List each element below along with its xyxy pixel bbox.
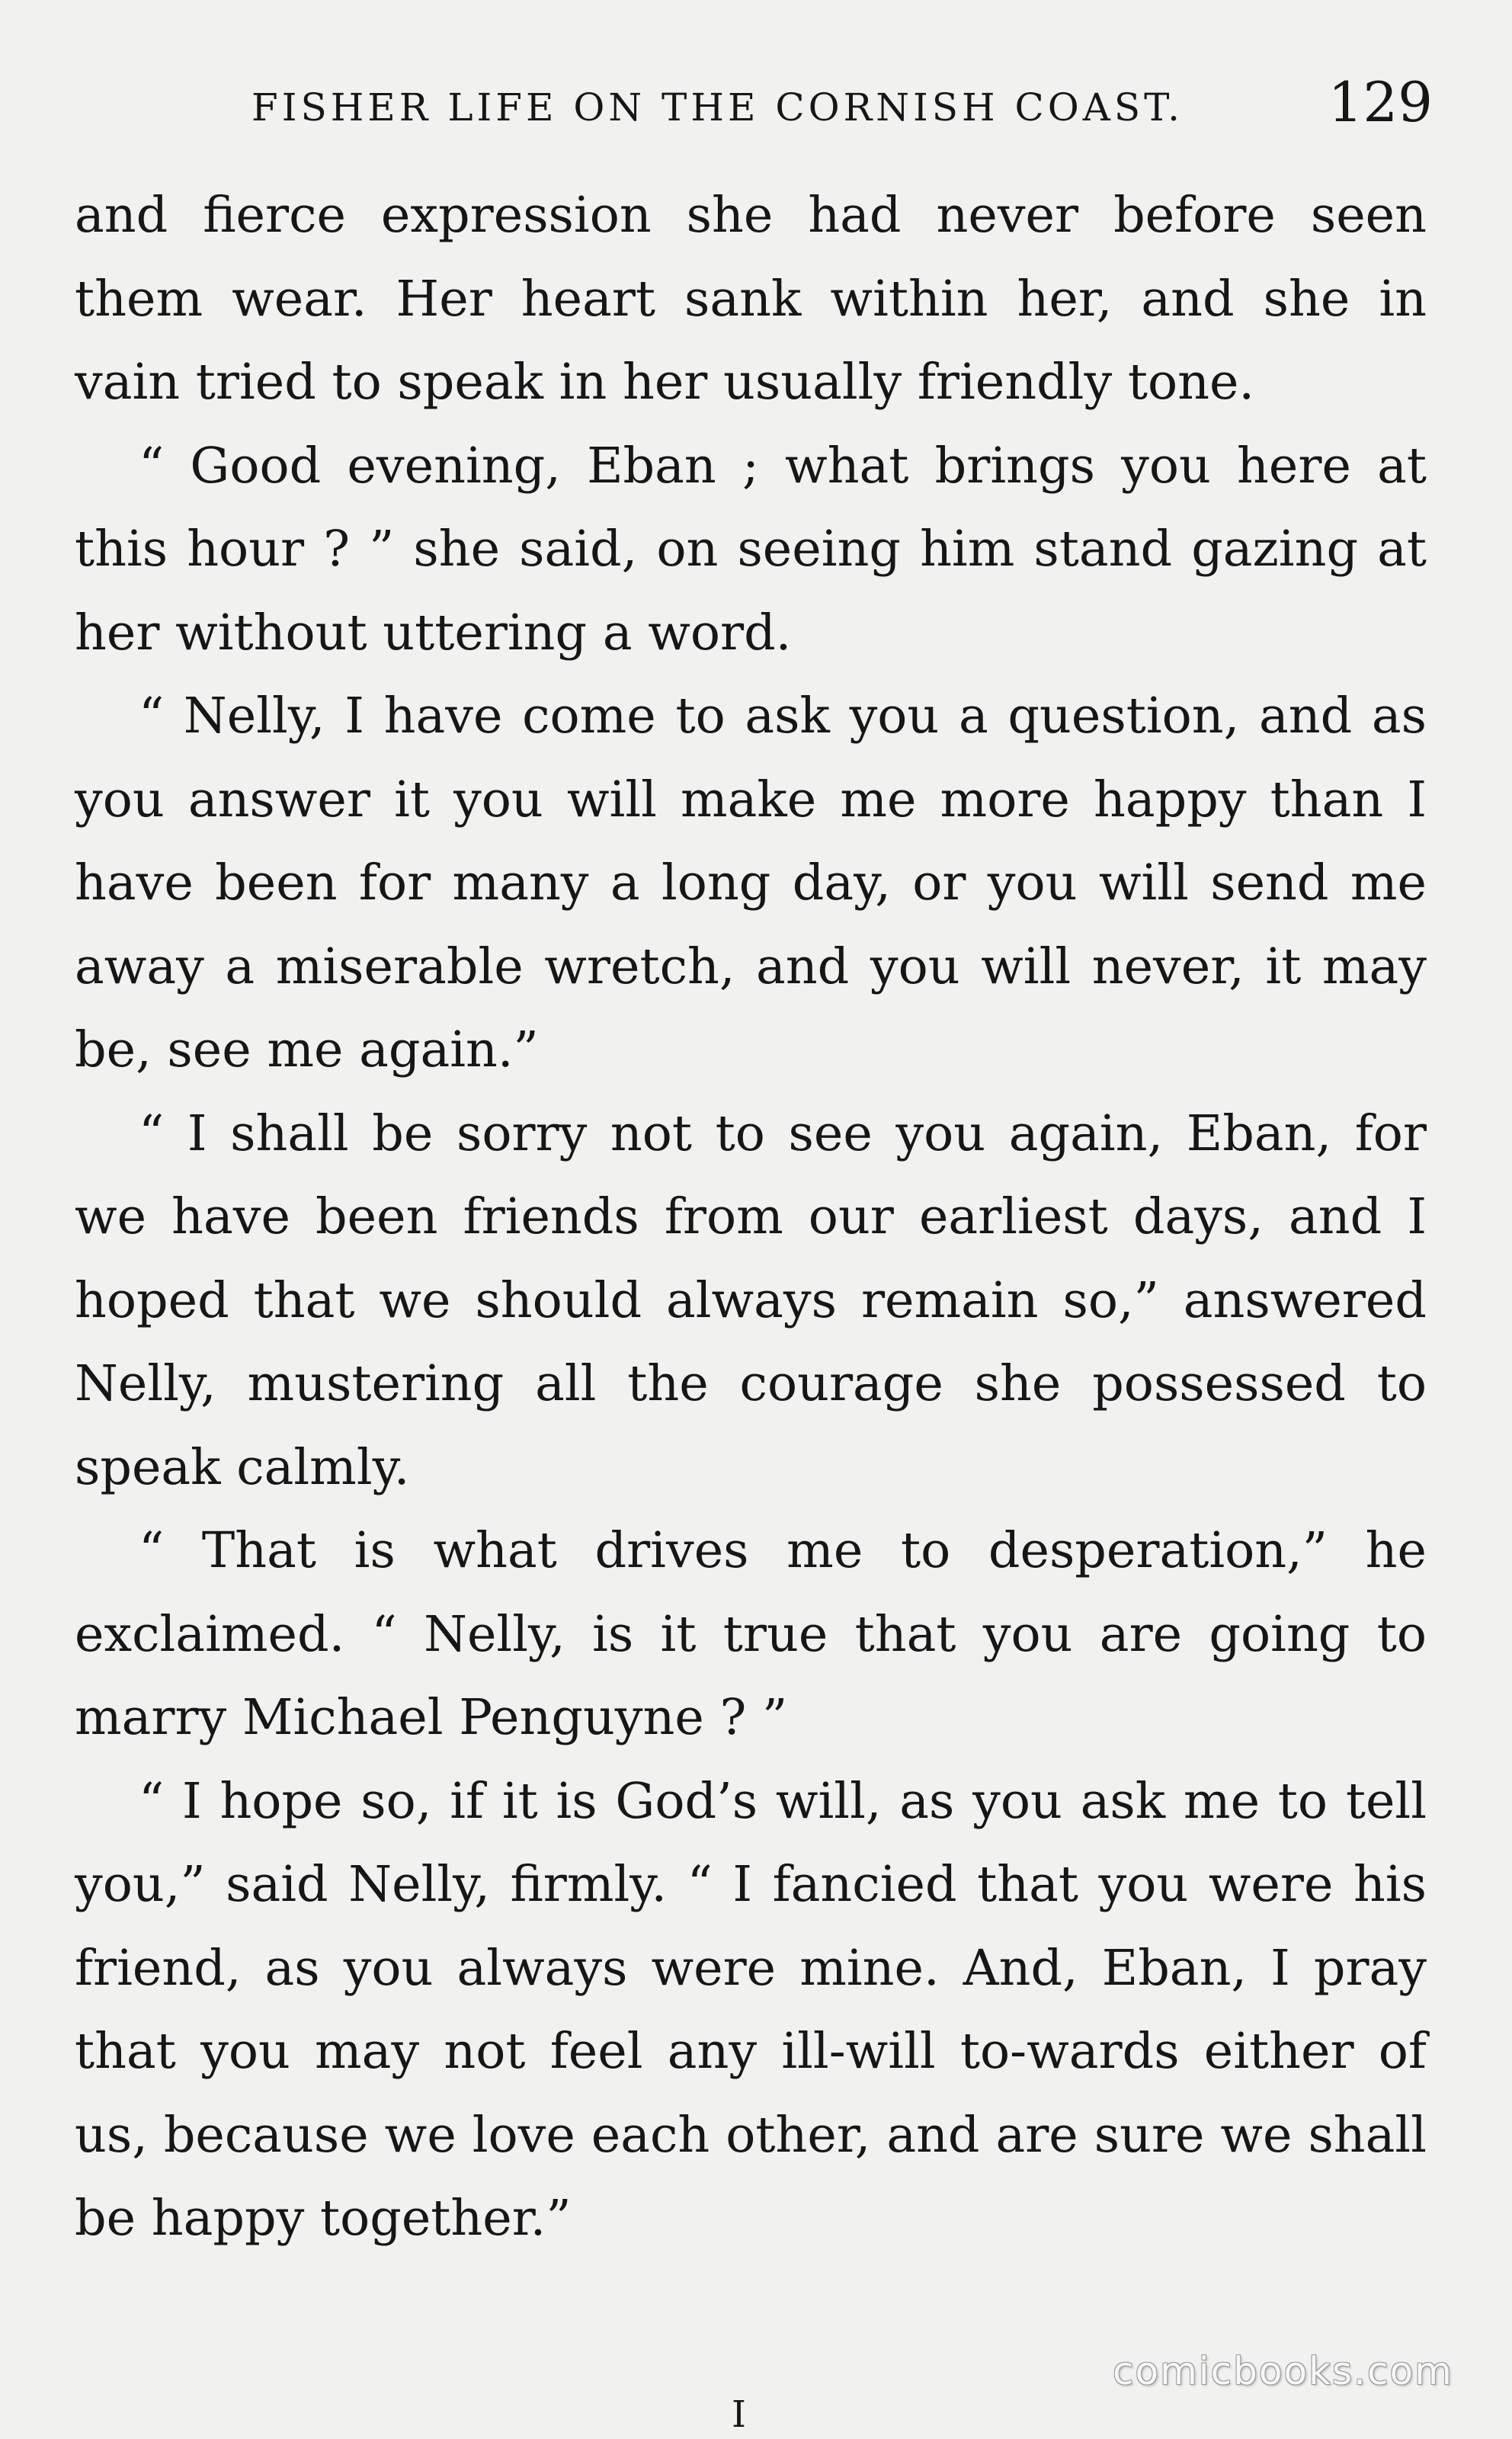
watermark: comicbooks.com	[1113, 2349, 1453, 2393]
paragraph-4: “ I shall be sorry not to see you again, Eban, for we have been friends from our earliest days, and I hoped that we should always remain so,” answered Nelly, mustering all the courage she possessed to speak calmly.	[75, 1104, 1427, 1496]
body-text	[75, 174, 1427, 2261]
signature-mark: I	[732, 2393, 746, 2436]
running-head: FISHER LIFE ON THE CORNISH COAST.	[251, 85, 1184, 130]
paragraph-5: “ That is what drives me to desperation,” he exclaimed. “ Nelly, is it true that you are going to marry Michael Penguyne ? ”	[75, 1522, 1427, 1746]
paragraph-6: “ I hope so, if it is God’s will, as you ask me to tell you,” said Nelly, firmly. “ I fancied that you were his friend, as you always were mine. And, Eban, I pray that you may not feel any ill-will to-wards either of us, because we love each other, and are sure we shall be happy together.”	[75, 1772, 1427, 2247]
paragraph-3: “ Nelly, I have come to ask you a question, and as you answer it you will make me more happy than I have been for many a long day, or you will send me away a miserable wretch, and you will never, it may be, see me again.”	[75, 687, 1427, 1078]
page-number: 129	[1328, 70, 1433, 134]
running-header	[251, 70, 1433, 139]
paragraph-1: and fierce expression she had never before seen them wear. Her heart sank within her, and she in vain tried to speak in her usually friendly tone.	[75, 187, 1427, 411]
paragraph-2: “ Good evening, Eban ; what brings you here at this hour ? ” she said, on seeing him stand gazing at her without uttering a word.	[75, 437, 1427, 662]
